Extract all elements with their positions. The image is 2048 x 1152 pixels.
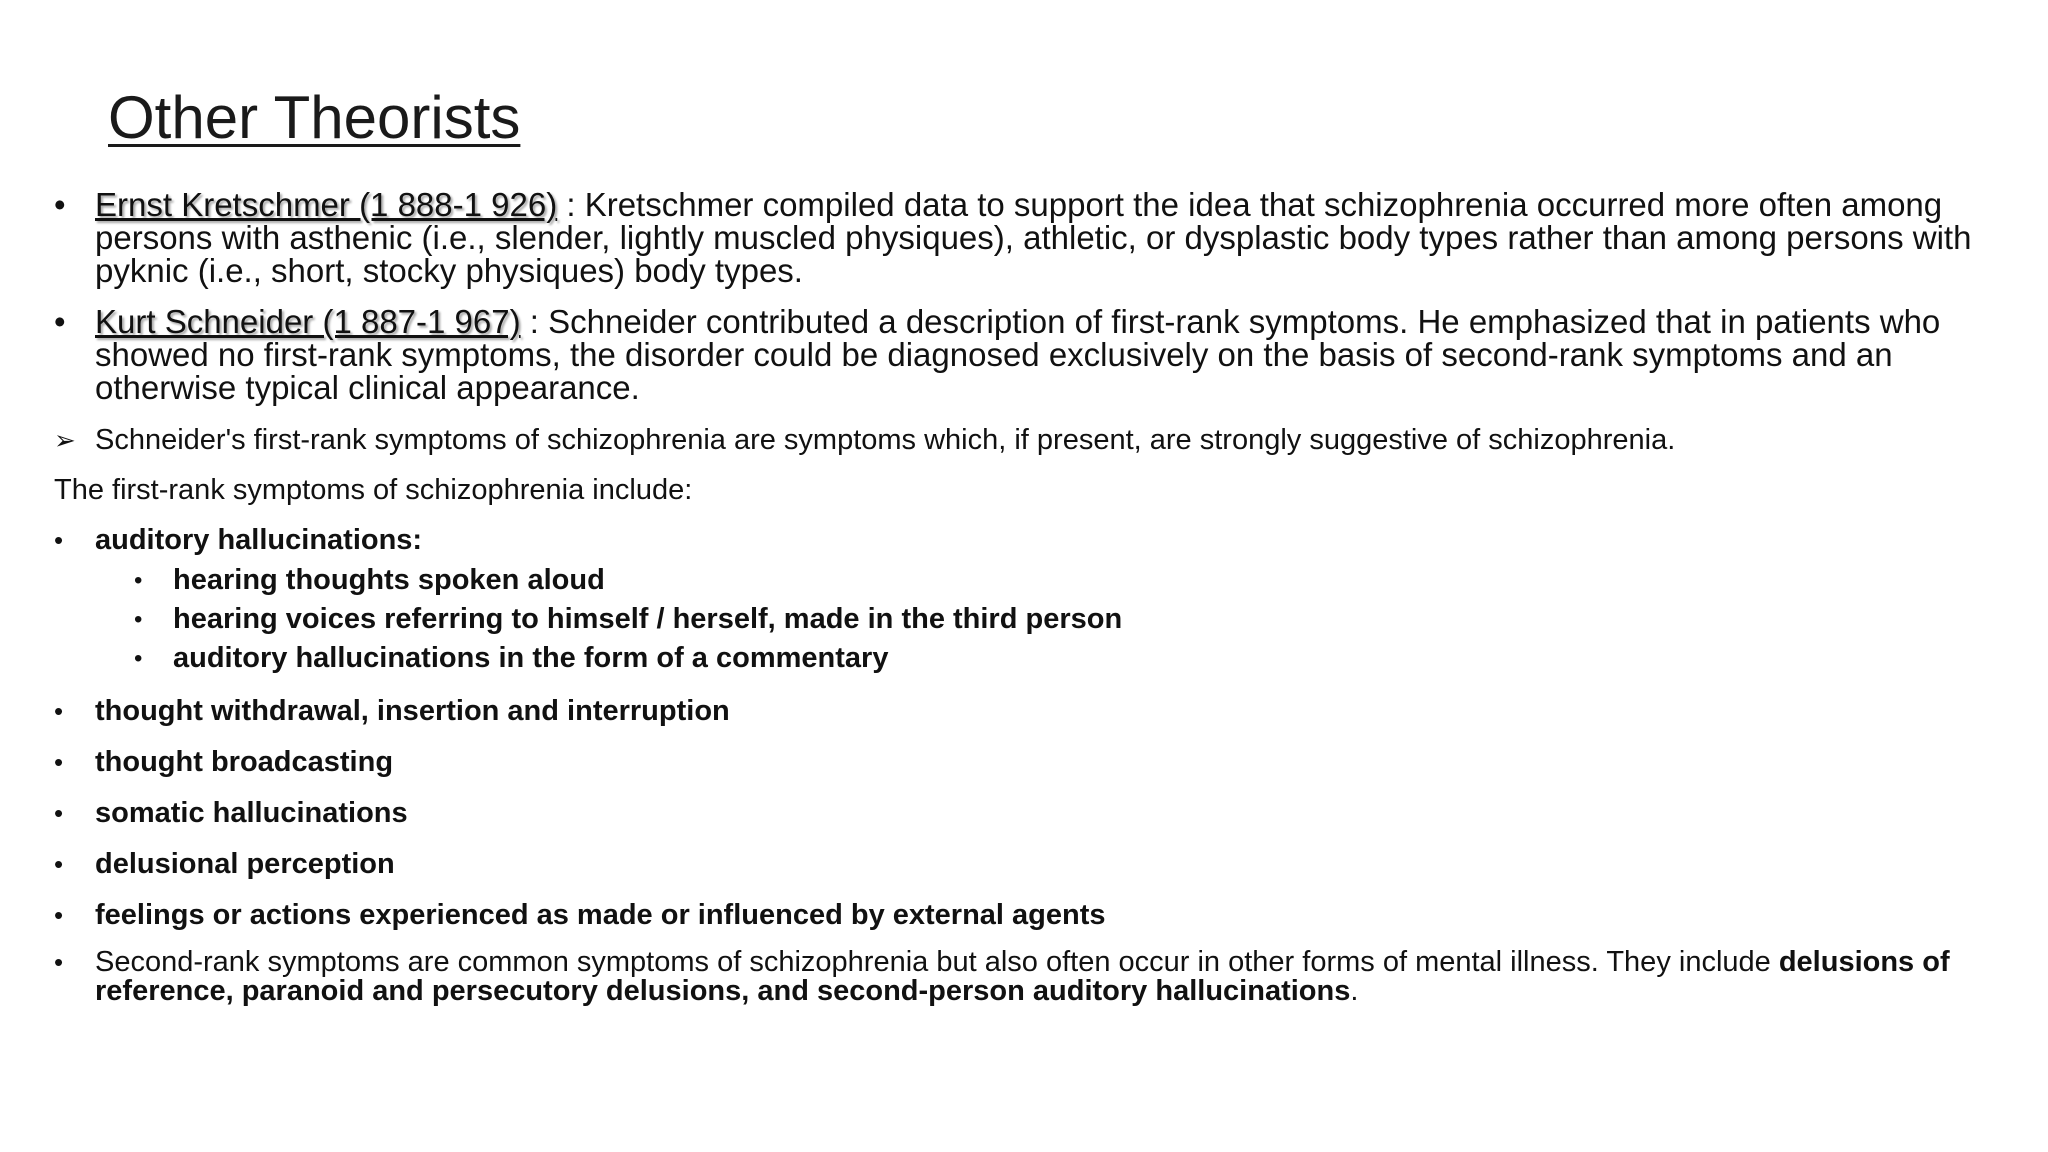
auditory-sub-list [95,561,1984,678]
slide-title: Other Theorists [108,84,521,151]
symptom-label: thought withdrawal, insertion and interruption [95,695,730,727]
sub-symptom-label: auditory hallucinations in the form of a commentary [173,642,889,674]
symptom-label: delusional perception [95,848,395,880]
slide-body [54,188,1984,1006]
symptom-label: somatic hallucinations [95,797,408,829]
symptom-label: thought broadcasting [95,746,394,778]
bullet-icon: • [54,849,64,879]
sub-symptom-item [54,561,1984,600]
arrow-bullet-icon: ➢ [54,425,76,455]
first-rank-definition-text: Schneider's first-rank symptoms of schizophrenia are symptoms which, if present, are strongly suggestive of schizophrenia. [95,424,1676,456]
theorist-name: Ernst Kretschmer (1 888-1 926) [95,186,558,223]
symptom-item [54,846,1984,882]
symptom-label: feelings or actions experienced as made or influenced by external agents [95,899,1106,931]
sub-bullet-icon: • [134,606,143,633]
bullet-icon: • [54,303,66,340]
symptom-item [54,897,1984,933]
second-rank-bold-text: delusions of reference, paranoid and persecutory delusions, and second-person auditory hallucinations [95,946,1950,1007]
second-rank-symptoms [54,948,1984,1006]
bullet-icon: • [54,525,64,555]
theorist-name: Kurt Schneider (1 887-1 967) [95,303,521,340]
theorist-description: : Kretschmer compiled data to support the idea that schizophrenia occurred more often among persons with asthenic (i.e., slender, lightly muscled physiques), athletic, or dysplastic body types rather than among persons with pyknic (i.e., short, stocky physiques) body types. [95,186,1972,289]
sub-symptom-item [54,639,1984,678]
second-rank-end: . [1350,975,1359,1007]
sub-bullet-icon: • [134,645,143,672]
bullet-icon: • [54,798,64,828]
theorist-schneider [54,305,1984,404]
bullet-icon: • [54,186,66,223]
theorist-description: : Schneider contributed a description of first-rank symptoms. He emphasized that in patients who showed no first-rank symptoms, the disorder could be diagnosed exclusively on the basis of second-rank symptoms and an otherwise typical clinical appearance. [95,303,1941,406]
bullet-icon: • [54,747,64,777]
symptom-item [54,744,1984,780]
sub-symptom-label: hearing thoughts spoken aloud [173,564,605,596]
sub-bullet-icon: • [134,567,143,594]
symptom-label: auditory hallucinations: [95,524,423,556]
bullet-icon: • [54,947,64,977]
theorist-kretschmer [54,188,1984,287]
bullet-icon: • [54,900,64,930]
symptom-item [54,795,1984,831]
second-rank-text: Second-rank symptoms are common symptoms of schizophrenia but also often occur in other forms of mental illness. They include [95,946,1779,978]
symptom-item [54,693,1984,729]
bullet-icon: • [54,696,64,726]
symptom-item [54,522,1984,678]
sub-symptom-item [54,600,1984,639]
first-rank-definition [54,422,1984,458]
first-rank-intro-text: The first-rank symptoms of schizophrenia include: [54,474,693,506]
first-rank-intro [54,472,1984,508]
sub-symptom-label: hearing voices referring to himself / herself, made in the third person [173,603,1123,635]
